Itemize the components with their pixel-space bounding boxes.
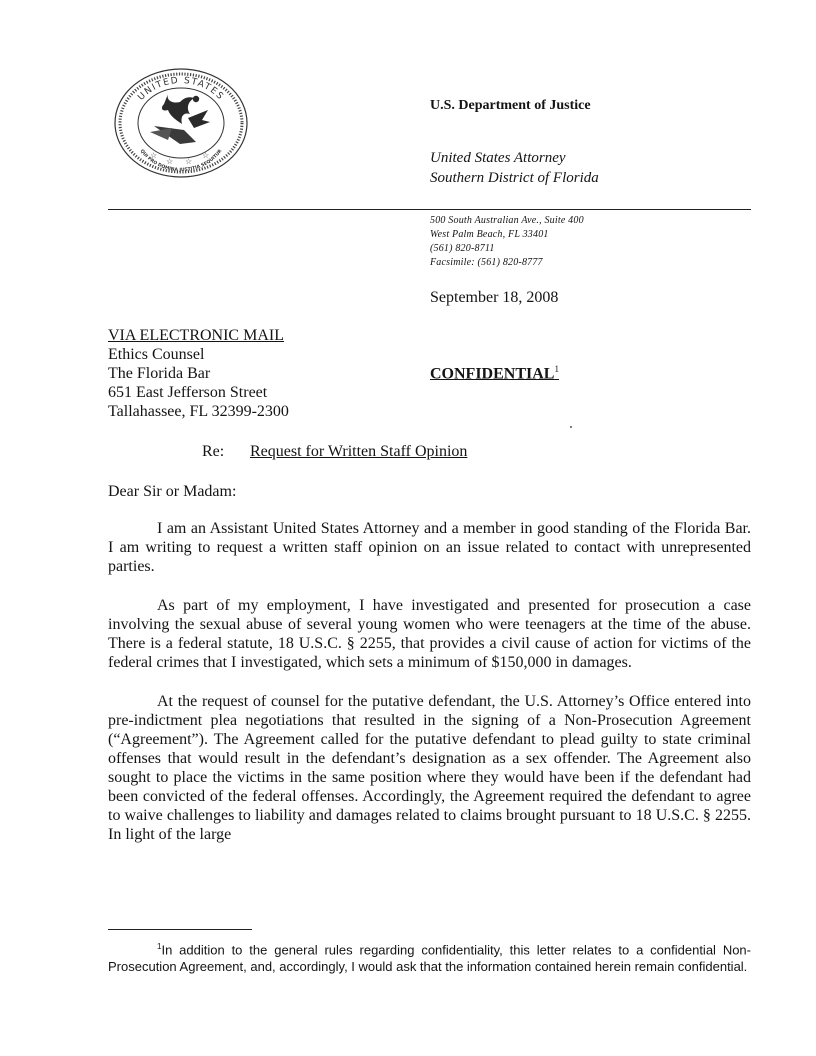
confidential-footnote-mark: 1 — [554, 364, 559, 374]
confidential-label — [430, 364, 559, 383]
body-paragraph-1: I am an Assistant United States Attorney and a member in good standing of the Florida Bar. I am writing to request a written staff opinion on an issue related to contact with unrepresented parties. — [108, 520, 751, 575]
svg-text:☆: ☆ — [166, 157, 174, 166]
delivery-method: VIA ELECTRONIC MAIL — [108, 327, 284, 344]
address-line2: West Palm Beach, FL 33401 — [430, 229, 549, 240]
seal-ring-bottom-text: QUI PRO DOMINA JUSTITIA SEQUITUR — [138, 148, 224, 174]
salutation: Dear Sir or Madam: — [108, 483, 237, 500]
letterhead-divider — [108, 209, 751, 210]
footnote-divider — [108, 929, 252, 930]
letter-date: September 18, 2008 — [430, 289, 559, 306]
recipient-line3: 651 East Jefferson Street — [108, 384, 268, 401]
recipient-line1: Ethics Counsel — [108, 346, 205, 363]
scan-speck — [570, 426, 572, 428]
letter-body — [108, 519, 751, 844]
district-name: Southern District of Florida — [430, 170, 599, 186]
agency-name: U.S. Department of Justice — [430, 98, 591, 113]
svg-text:☆: ☆ — [150, 151, 158, 160]
recipient-block — [108, 326, 408, 421]
svg-text:☆: ☆ — [202, 151, 210, 160]
fax-number: Facsimile: (561) 820-8777 — [430, 257, 543, 268]
confidential-text: CONFIDENTIAL — [430, 365, 555, 383]
svg-text:☆: ☆ — [185, 157, 193, 166]
address-line1: 500 South Australian Ave., Suite 400 — [430, 215, 584, 226]
recipient-line2: The Florida Bar — [108, 365, 211, 382]
phone-number: (561) 820-8711 — [430, 243, 495, 254]
office-name: United States Attorney — [430, 150, 566, 166]
re-subject: Request for Written Staff Opinion — [250, 443, 468, 460]
seal-ring-top-text: UNITED STATES — [136, 75, 226, 103]
body-paragraph-3: At the request of counsel for the putative defendant, the U.S. Attorney’s Office entered into pre-indictment plea negotiations that resulted in the signing of a Non-Prosecution Agreement (“Agreement”). The Agreement called for the putative defendant to plead guilty to state criminal offenses that would result in the defendant’s designation as a sex offender. The Agreement also sought to place the victims in the same position where they would have been if the defendant had been convicted of the federal offenses. Accordingly, the Agreement required the defendant to agree to waive challenges to liability and damages related to claims brought pursuant to 18 U.S.C. § 2255. In light of the large — [108, 693, 751, 843]
doj-seal-logo — [110, 66, 252, 180]
recipient-line4: Tallahassee, FL 32399-2300 — [108, 403, 289, 420]
re-label: Re: — [202, 443, 225, 460]
body-paragraph-2: As part of my employment, I have investigated and presented for prosecution a case involving the sexual abuse of several young women who were teenagers at the time of the abuse. There is a federal statute, 18 U.S.C. § 2255, that provides a civil cause of action for victims of the federal crimes that I investigated, which sets a minimum of $150,000 in damages. — [108, 597, 751, 671]
footnote-mark: 1 — [157, 942, 162, 951]
footnote-text: In addition to the general rules regarding confidentiality, this letter relates to a confidential Non-Prosecution Agreement, and, accordingly, I would ask that the information contained herein remain confidential. — [108, 942, 751, 975]
footnote — [108, 938, 751, 975]
